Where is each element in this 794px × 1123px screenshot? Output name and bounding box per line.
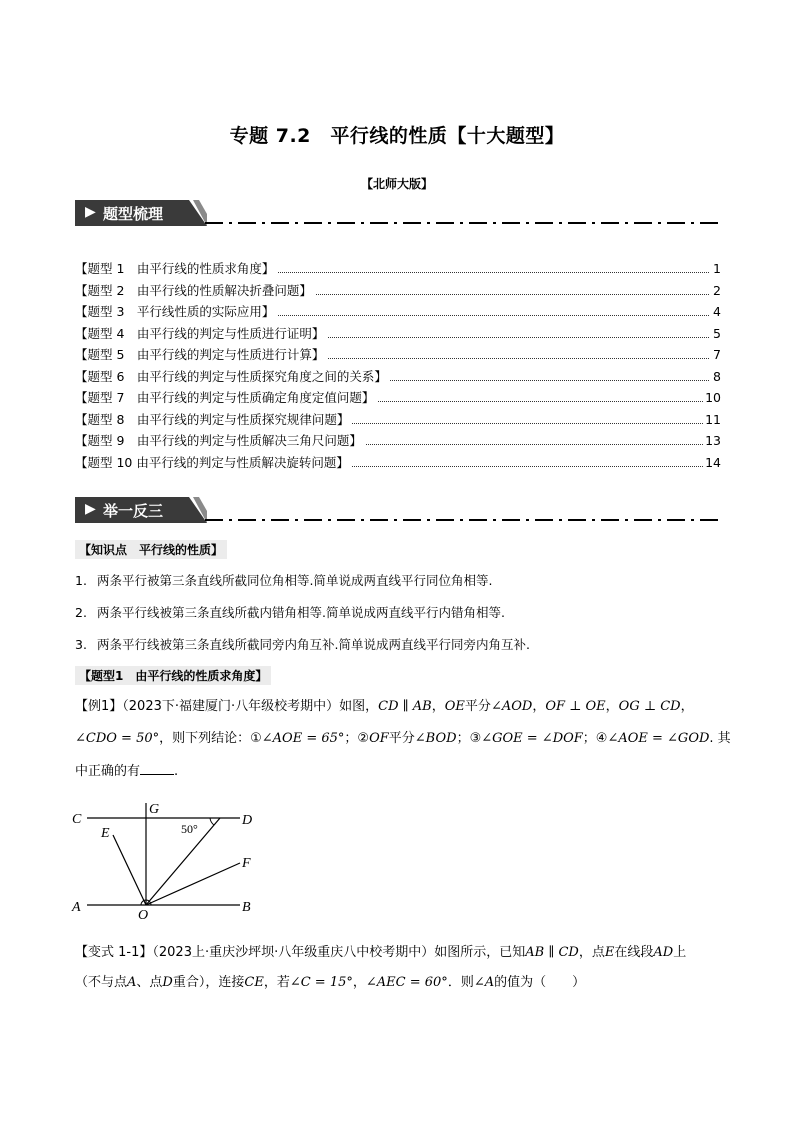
point-number: 3.	[75, 637, 87, 652]
toc-label[interactable]: 【题型 9 由平行线的判定与性质解决三角尺问题】	[75, 430, 365, 452]
text: . 其	[709, 731, 731, 746]
text: ；④	[582, 731, 608, 746]
math: ∠BOD	[414, 731, 457, 746]
toc-row[interactable]	[75, 366, 721, 388]
math: ∠CDO = 50°	[75, 731, 160, 746]
math: ∠GOE = ∠DOF	[481, 731, 583, 746]
math: ∠C = 15°	[289, 975, 353, 990]
text: 、点	[136, 975, 163, 990]
math: OF	[369, 731, 389, 746]
toc-row[interactable]	[75, 452, 721, 474]
toc-label[interactable]: 【题型 4 由平行线的判定与性质进行证明】	[75, 323, 327, 345]
label-o: O	[138, 908, 149, 920]
section-banner-outline	[75, 200, 725, 226]
text: 如图所示，已知	[434, 945, 526, 960]
toc-label[interactable]: 【题型 5 由平行线的判定与性质进行计算】	[75, 344, 327, 366]
play-arrow-icon: ▶	[85, 501, 96, 517]
math: ∠AOD	[490, 699, 533, 714]
toc-page-number[interactable]: 1	[711, 258, 721, 280]
math: ∠A	[473, 975, 495, 990]
toc-row[interactable]	[75, 258, 721, 280]
toc-label[interactable]: 【题型 6 由平行线的判定与性质探究角度之间的关系】	[75, 366, 390, 388]
variant-source: （2023上·重庆沙坪坝·八年级重庆八中校考期中）	[152, 945, 435, 960]
point-number: 2.	[75, 605, 87, 620]
text: ；③	[456, 731, 482, 746]
toc-row[interactable]	[75, 430, 721, 452]
angle-arc-d	[210, 818, 214, 825]
angle-label-50: 50°	[181, 822, 198, 836]
knowledge-point	[75, 635, 530, 653]
variant1-line2	[75, 973, 585, 993]
point-text: 两条平行被第三条直线所截同位角相等.简单说成两直线平行同位角相等.	[97, 573, 493, 588]
toc-page-number[interactable]: 14	[703, 452, 721, 474]
toc-label[interactable]: 【题型 3 平行线性质的实际应用】	[75, 301, 277, 323]
math: E	[604, 945, 615, 960]
label-a: A	[72, 900, 81, 915]
example1-line2	[75, 729, 731, 749]
toc-page-number[interactable]: 5	[711, 323, 721, 345]
type1-heading: 【题型1 由平行线的性质求角度】	[75, 666, 271, 685]
text: 重合），连接	[172, 975, 245, 990]
section-title-outline: 题型梳理	[103, 205, 164, 223]
math: OF ⊥ OE	[545, 699, 606, 714]
math: ∠AOE = ∠GOD	[607, 731, 710, 746]
point-text: 两条平行线被第三条直线所截同旁内角互补.简单说成两直线平行同旁内角互补.	[97, 637, 530, 652]
text: 在线段	[614, 945, 654, 960]
toc-row[interactable]	[75, 280, 721, 302]
toc-page-number[interactable]: 11	[703, 409, 721, 431]
line-oe	[113, 835, 146, 905]
toc-page-number[interactable]: 7	[711, 344, 721, 366]
label-g: G	[149, 802, 160, 817]
text: ，	[532, 699, 546, 714]
label-c: C	[72, 812, 82, 827]
label-d: D	[242, 813, 253, 828]
text: ，	[431, 699, 445, 714]
text: ，则下列结论：①	[159, 731, 262, 746]
toc-page-number[interactable]: 13	[703, 430, 721, 452]
text: ，	[352, 975, 366, 990]
text: 平分	[388, 731, 415, 746]
knowledge-point	[75, 571, 492, 589]
math: AD	[653, 945, 674, 960]
geometry-figure	[65, 795, 265, 920]
math: OG ⊥ CD	[618, 699, 681, 714]
toc-page-number[interactable]: 8	[711, 366, 721, 388]
math: D	[162, 975, 173, 990]
math: ∠AEC = 60°	[365, 975, 448, 990]
example1-line1	[75, 697, 694, 717]
toc-label[interactable]: 【题型 7 由平行线的判定与性质确定角度定值问题】	[75, 387, 377, 409]
edition-label: 【北师大版】	[360, 177, 433, 191]
text: ，	[605, 699, 619, 714]
answer-blank[interactable]	[140, 761, 174, 775]
knowledge-heading: 【知识点 平行线的性质】	[75, 540, 227, 559]
toc-page-number[interactable]: 10	[703, 387, 721, 409]
math: CD ∥ AB	[378, 699, 432, 714]
math: ∠AOE = 65°	[261, 731, 345, 746]
table-of-contents	[75, 258, 721, 473]
text: ，点	[578, 945, 605, 960]
variant-tag: 【变式 1-1】	[75, 945, 153, 960]
text: 如图，	[339, 699, 379, 714]
text: ；②	[344, 731, 370, 746]
dash-dot-rule	[205, 200, 725, 226]
section-title-examples: 举一反三	[103, 502, 164, 520]
text: 平分	[464, 699, 491, 714]
section-banner-examples	[75, 497, 725, 523]
page-title: 专题 7.2 平行线的性质【十大题型】	[229, 125, 565, 147]
toc-label[interactable]: 【题型 2 由平行线的性质解决折叠问题】	[75, 280, 315, 302]
toc-page-number[interactable]: 2	[711, 280, 721, 302]
text: 的值为（ ）	[494, 975, 586, 990]
toc-row[interactable]	[75, 344, 721, 366]
toc-row[interactable]	[75, 409, 721, 431]
text: 中正确的有	[75, 764, 141, 779]
line-of	[146, 863, 240, 905]
toc-row[interactable]	[75, 301, 721, 323]
math: OE	[444, 699, 465, 714]
dash-dot-rule	[205, 497, 725, 523]
point-number: 1.	[75, 573, 87, 588]
example-tag: 【例1】	[75, 699, 123, 714]
toc-label[interactable]: 【题型 1 由平行线的性质求角度】	[75, 258, 277, 280]
text: .	[174, 764, 179, 779]
text: ．则	[447, 975, 474, 990]
example1-line3	[75, 761, 178, 782]
text: ，	[680, 699, 694, 714]
math: CE	[244, 975, 264, 990]
point-text: 两条平行线被第三条直线所截内错角相等.简单说成两直线平行内错角相等.	[97, 605, 505, 620]
math: AB ∥ CD	[525, 945, 579, 960]
label-e: E	[101, 826, 110, 841]
label-b: B	[242, 900, 251, 915]
label-f: F	[242, 856, 251, 871]
text: （不与点	[75, 975, 128, 990]
toc-row[interactable]	[75, 387, 721, 409]
play-arrow-icon: ▶	[85, 204, 96, 220]
text: ，若	[263, 975, 290, 990]
toc-row[interactable]	[75, 323, 721, 345]
toc-label[interactable]: 【题型 8 由平行线的判定与性质探究规律问题】	[75, 409, 352, 431]
toc-label[interactable]: 【题型 10 由平行线的判定与性质解决旋转问题】	[75, 452, 352, 474]
variant1-line1	[75, 943, 686, 963]
text: 上	[673, 945, 687, 960]
toc-page-number[interactable]: 4	[711, 301, 721, 323]
example-source: （2023下·福建厦门·八年级校考期中）	[122, 699, 340, 714]
knowledge-point	[75, 603, 505, 621]
math: A	[127, 975, 137, 990]
